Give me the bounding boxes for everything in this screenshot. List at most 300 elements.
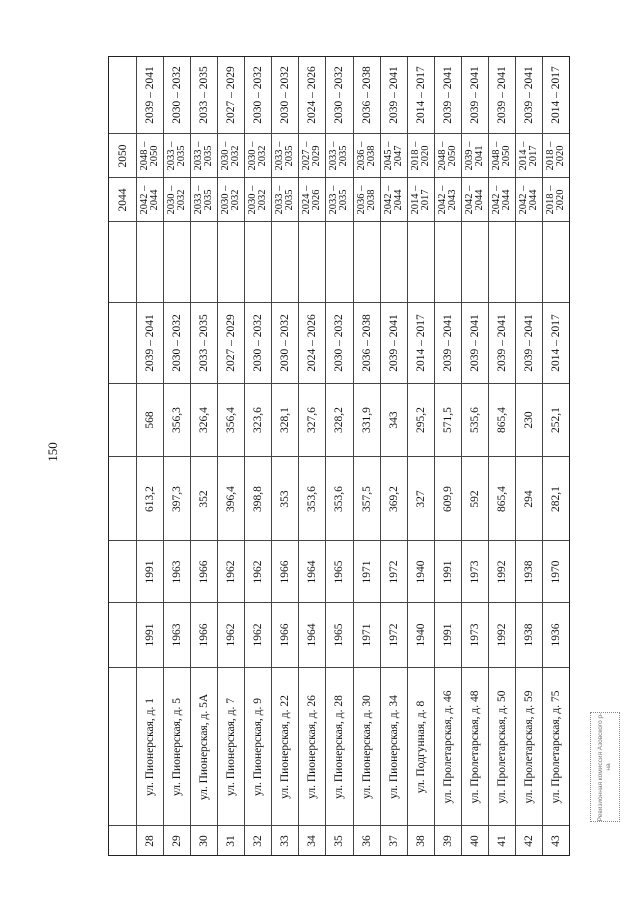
table-cell-a (218, 177, 244, 221)
header-cell (109, 177, 136, 221)
cell-text-addr: ул. Пионерская, д. 30 (360, 694, 373, 799)
table-cell-n (191, 825, 217, 855)
table-cell-y1 (218, 602, 244, 667)
cell-text-a: 2042 – 2043 (436, 185, 458, 214)
cell-text-v1: 369,2 (387, 485, 400, 512)
table-header-column (109, 57, 136, 855)
table-cell-y2 (489, 540, 515, 602)
cell-text-y2: 1991 (144, 560, 157, 583)
table-cell-y2 (354, 540, 380, 602)
cell-text-a: 2030 – 2032 (166, 185, 188, 214)
table-cell-a (543, 177, 569, 221)
table-cell-y1 (543, 602, 569, 667)
cell-text-v2: 343 (387, 411, 400, 429)
table-cell-blank (218, 221, 244, 302)
table-cell-p2 (381, 57, 407, 133)
table-cell-p1 (435, 302, 461, 383)
cell-text-v2: 295,2 (414, 407, 427, 433)
table-row (217, 57, 244, 855)
table-cell-a (326, 177, 352, 221)
table-row (298, 57, 325, 855)
cell-text-a: 2030 – 2032 (247, 185, 269, 214)
table-cell-p1 (489, 302, 515, 383)
table-row (190, 57, 217, 855)
table-cell-p2 (326, 57, 352, 133)
table-cell-blank (137, 221, 163, 302)
table-cell-blank (435, 221, 461, 302)
table-cell-y1 (462, 602, 488, 667)
table-cell-a (245, 177, 271, 221)
table-cell-b (516, 133, 542, 177)
cell-text-p2: 2039 – 2041 (468, 66, 481, 124)
cell-text-p2: 2030 – 2032 (171, 66, 184, 124)
table-cell-v1 (354, 456, 380, 540)
cell-text-v1: 865,4 (495, 485, 508, 512)
table-cell-y1 (354, 602, 380, 667)
table-cell-p1 (462, 302, 488, 383)
cell-text-p1: 2027 – 2029 (225, 314, 238, 372)
table-cell-b (489, 133, 515, 177)
cell-text-y2: 1966 (198, 560, 211, 583)
table-cell-b (435, 133, 461, 177)
table-cell-v1 (435, 456, 461, 540)
table-cell-p2 (164, 57, 190, 133)
table-cell-n (489, 825, 515, 855)
cell-text-b: 2039 – 2041 (463, 141, 485, 170)
cell-text-p2: 2039 – 2041 (441, 66, 454, 124)
cell-text-y2: 1962 (252, 560, 265, 583)
table-cell-y2 (462, 540, 488, 602)
table-cell-n (381, 825, 407, 855)
cell-text-addr: ул. Пролетарская, д. 59 (522, 689, 535, 804)
cell-text-b: 2036 – 2038 (355, 141, 377, 170)
table-cell-p2 (299, 57, 325, 133)
cell-text-p2: 2030 – 2032 (252, 66, 265, 124)
cell-text-p2: 2027 – 2029 (225, 66, 238, 124)
table-cell-n (462, 825, 488, 855)
cell-text-a: 2014 – 2017 (409, 185, 431, 214)
table-cell-p1 (326, 302, 352, 383)
table-cell-y2 (191, 540, 217, 602)
header-cell (109, 383, 136, 456)
table-cell-b (354, 133, 380, 177)
header-cell (109, 825, 136, 855)
table-cell-n (326, 825, 352, 855)
cell-text-p1: 2030 – 2032 (252, 314, 265, 372)
table-cell-addr (245, 667, 271, 825)
table-cell-p1 (218, 302, 244, 383)
cell-text-b: 2033 – 2035 (193, 141, 215, 170)
cell-text-n: 32 (252, 834, 265, 847)
table-cell-y2 (299, 540, 325, 602)
table-cell-b (543, 133, 569, 177)
header-cell (109, 602, 136, 667)
table-cell-p1 (354, 302, 380, 383)
stamp (590, 712, 620, 822)
cell-text-v1: 282,1 (549, 485, 562, 512)
cell-text-n: 37 (387, 834, 400, 847)
cell-text-p1: 2039 – 2041 (495, 314, 508, 372)
cell-text-b: 2018 – 2020 (544, 141, 566, 170)
cell-text-v1: 327 (414, 489, 427, 508)
table-cell-y1 (164, 602, 190, 667)
cell-text-p2: 2030 – 2032 (279, 66, 292, 124)
table-cell-a (381, 177, 407, 221)
table-cell-a (137, 177, 163, 221)
cell-text-p1: 2039 – 2041 (144, 314, 157, 372)
table-cell-y2 (137, 540, 163, 602)
table-row (353, 57, 380, 855)
cell-text-addr: ул. Пионерская, д. 28 (333, 694, 346, 799)
table-cell-a (191, 177, 217, 221)
table-cell-blank (462, 221, 488, 302)
cell-text-p1: 2030 – 2032 (171, 314, 184, 372)
table-cell-v1 (516, 456, 542, 540)
cell-text-a: 2042 – 2044 (139, 185, 161, 214)
header-cell (109, 302, 136, 383)
table-cell-p2 (272, 57, 298, 133)
cell-text-y1: 1972 (387, 623, 400, 647)
table-cell-a (354, 177, 380, 221)
cell-text-y2: 1940 (414, 560, 427, 583)
table-cell-p2 (191, 57, 217, 133)
header-cell (109, 540, 136, 602)
table-cell-v2 (381, 383, 407, 456)
cell-text-y1: 1963 (171, 623, 184, 647)
cell-text-b: 2027 – 2029 (301, 141, 323, 170)
cell-text-y2: 1966 (279, 560, 292, 583)
table-cell-b (218, 133, 244, 177)
cell-text-p1: 2030 – 2032 (333, 314, 346, 372)
cell-text-p1: 2039 – 2041 (387, 314, 400, 372)
cell-text-p2: 2039 – 2041 (387, 66, 400, 124)
table-cell-p1 (516, 302, 542, 383)
table-cell-a (272, 177, 298, 221)
header-cell (109, 667, 136, 825)
cell-text-addr: ул. Пионерская, д. 5 (171, 697, 184, 796)
cell-text-n: 43 (549, 834, 562, 847)
cell-text-n: 40 (468, 834, 481, 847)
table-cell-a (164, 177, 190, 221)
table-cell-addr (543, 667, 569, 825)
cell-text-y1: 1991 (441, 623, 454, 647)
cell-text-p2: 2039 – 2041 (144, 66, 157, 124)
table-cell-p1 (408, 302, 434, 383)
cell-text-p1: 2039 – 2041 (522, 314, 535, 372)
table-cell-addr (408, 667, 434, 825)
cell-text-n: 28 (144, 834, 157, 847)
table-cell-v2 (516, 383, 542, 456)
table-cell-y2 (164, 540, 190, 602)
table-cell-blank (489, 221, 515, 302)
table-cell-v2 (408, 383, 434, 456)
table-cell-v2 (326, 383, 352, 456)
table-cell-p1 (272, 302, 298, 383)
header-cell (109, 456, 136, 540)
cell-text-n: 33 (279, 834, 292, 847)
cell-text-a: 2042 – 2044 (517, 185, 539, 214)
table-cell-p1 (164, 302, 190, 383)
housing-table (108, 56, 570, 856)
table-cell-y1 (381, 602, 407, 667)
cell-text-v2: 571,5 (441, 407, 454, 433)
table-cell-p1 (137, 302, 163, 383)
table-cell-y1 (326, 602, 352, 667)
cell-text-b: 2030 – 2032 (247, 141, 269, 170)
table-cell-v1 (489, 456, 515, 540)
cell-text-v2: 327,6 (306, 407, 319, 433)
table-cell-addr (462, 667, 488, 825)
table-cell-blank (381, 221, 407, 302)
table-cell-a (435, 177, 461, 221)
header-cell (109, 221, 136, 302)
table-cell-blank (299, 221, 325, 302)
cell-text-p2: 2014 – 2017 (549, 66, 562, 124)
table-cell-y2 (381, 540, 407, 602)
table-cell-a (489, 177, 515, 221)
table-cell-v2 (299, 383, 325, 456)
cell-text-n: 29 (171, 834, 184, 847)
cell-text-v1: 397,3 (171, 485, 184, 512)
table-cell-b (191, 133, 217, 177)
cell-text-p2: 2039 – 2041 (495, 66, 508, 124)
cell-text-v2: 328,1 (279, 407, 292, 433)
table-cell-b (164, 133, 190, 177)
table-cell-v1 (326, 456, 352, 540)
cell-text-n: 41 (495, 834, 508, 847)
table-cell-v1 (543, 456, 569, 540)
table-cell-a (516, 177, 542, 221)
cell-text-b: 2048 – 2050 (436, 141, 458, 170)
table-cell-v1 (299, 456, 325, 540)
table-cell-v2 (489, 383, 515, 456)
table-cell-v1 (245, 456, 271, 540)
table-cell-v1 (191, 456, 217, 540)
cell-text-p2: 2033 – 2035 (198, 66, 211, 124)
cell-text-v2: 252,1 (549, 407, 562, 433)
cell-text-n: 30 (198, 834, 211, 847)
cell-text-p2: 2024 – 2026 (306, 66, 319, 124)
table-cell-v2 (462, 383, 488, 456)
table-cell-v2 (354, 383, 380, 456)
table-row (488, 57, 515, 855)
table-cell-v2 (435, 383, 461, 456)
table-cell-y1 (245, 602, 271, 667)
cell-text-y2: 1963 (171, 560, 184, 583)
cell-text-y1: 1964 (306, 623, 319, 647)
cell-text-b: 2033 – 2035 (274, 141, 296, 170)
table-cell-n (516, 825, 542, 855)
table-cell-addr (489, 667, 515, 825)
cell-text-v2: 230 (522, 411, 535, 429)
cell-text-y2: 1965 (333, 560, 346, 583)
table-cell-p2 (489, 57, 515, 133)
table-cell-b (381, 133, 407, 177)
table-cell-y2 (435, 540, 461, 602)
cell-text-addr: ул. Пионерская, д. 34 (387, 694, 400, 799)
cell-text-a: 2033 – 2035 (193, 185, 215, 214)
table-cell-n (272, 825, 298, 855)
table-cell-y1 (137, 602, 163, 667)
table-cell-v1 (272, 456, 298, 540)
table-cell-y1 (408, 602, 434, 667)
table-cell-v1 (462, 456, 488, 540)
table-row (136, 57, 163, 855)
cell-text-v1: 398,8 (252, 485, 265, 512)
table-cell-blank (164, 221, 190, 302)
cell-text-a: 2033 – 2035 (274, 185, 296, 214)
cell-text-n: 38 (414, 834, 427, 847)
cell-text-addr: ул. Пионерская, д. 7 (225, 697, 238, 796)
table-cell-v2 (218, 383, 244, 456)
table-cell-p2 (462, 57, 488, 133)
cell-text-p2: 2036 – 2038 (360, 66, 373, 124)
cell-text-n: 39 (441, 834, 454, 847)
table-row (163, 57, 190, 855)
cell-text-addr: ул. Пролетарская, д. 50 (495, 689, 508, 804)
table-cell-y2 (326, 540, 352, 602)
cell-text-y1: 1962 (225, 623, 238, 647)
table-cell-v1 (408, 456, 434, 540)
table-cell-y1 (272, 602, 298, 667)
cell-text-addr: ул. Пионерская, д. 1 (144, 697, 157, 796)
cell-text-b: 2018 – 2020 (409, 141, 431, 170)
cell-text-p1: 2039 – 2041 (441, 314, 454, 372)
table-cell-p2 (218, 57, 244, 133)
table-cell-n (435, 825, 461, 855)
header-cell (109, 133, 136, 177)
cell-text-a: 2018 – 2020 (544, 185, 566, 214)
cell-text-addr: ул. Пролетарская, д. 46 (441, 689, 454, 804)
table-cell-v1 (381, 456, 407, 540)
cell-text-p1: 2014 – 2017 (414, 314, 427, 372)
cell-text-v2: 356,3 (171, 407, 184, 433)
table-cell-b (137, 133, 163, 177)
cell-text-y2: 1992 (495, 560, 508, 583)
table-cell-y1 (489, 602, 515, 667)
cell-text-y1: 1966 (198, 623, 211, 647)
cell-text-y1: 1962 (252, 623, 265, 647)
cell-text-b: 2030 – 2032 (220, 141, 242, 170)
table-row (380, 57, 407, 855)
cell-text-b: 2033 – 2035 (328, 141, 350, 170)
table-cell-addr (381, 667, 407, 825)
stamp-text: Ревизионная комиссия Азовского р-на (597, 712, 612, 822)
table-cell-a (299, 177, 325, 221)
table-row (461, 57, 488, 855)
cell-text-a: 2042 – 2044 (382, 185, 404, 214)
cell-text-v2: 328,2 (333, 407, 346, 433)
table-cell-p1 (381, 302, 407, 383)
table-cell-p2 (516, 57, 542, 133)
cell-text-v2: 326,4 (198, 407, 211, 433)
table-cell-v2 (543, 383, 569, 456)
table-cell-blank (245, 221, 271, 302)
table-cell-v2 (245, 383, 271, 456)
table-cell-y2 (245, 540, 271, 602)
cell-text-y1: 1938 (522, 623, 535, 647)
cell-text-y2: 1991 (441, 560, 454, 583)
table-cell-v2 (137, 383, 163, 456)
table-cell-b (245, 133, 271, 177)
table-cell-y2 (543, 540, 569, 602)
table-cell-addr (137, 667, 163, 825)
table-cell-y2 (272, 540, 298, 602)
cell-text-v2: 331,9 (360, 407, 373, 433)
table-cell-y1 (516, 602, 542, 667)
table-cell-p1 (299, 302, 325, 383)
table-cell-p1 (245, 302, 271, 383)
table-cell-addr (218, 667, 244, 825)
cell-text-b: 2045 – 2047 (382, 141, 404, 170)
table-cell-v2 (272, 383, 298, 456)
table-row (271, 57, 298, 855)
cell-text-p1: 2039 – 2041 (468, 314, 481, 372)
cell-text-y2: 1970 (549, 560, 562, 583)
table-cell-a (462, 177, 488, 221)
table-cell-blank (408, 221, 434, 302)
table-cell-y1 (435, 602, 461, 667)
cell-text-v1: 609,9 (441, 485, 454, 512)
table-cell-addr (191, 667, 217, 825)
table-cell-b (462, 133, 488, 177)
cell-text-y2: 1964 (306, 560, 319, 583)
cell-text-addr: ул. Пионерская, д. 22 (279, 694, 292, 799)
table-cell-addr (326, 667, 352, 825)
cell-text-a: 2036 – 2038 (355, 185, 377, 214)
cell-text-n: 35 (333, 834, 346, 847)
table-row (434, 57, 461, 855)
cell-text-v1: 396,4 (225, 485, 238, 512)
cell-text-a: 2042 – 2044 (490, 185, 512, 214)
table-row (325, 57, 352, 855)
cell-text-v2: 568 (144, 411, 157, 429)
cell-text-y1: 1966 (279, 623, 292, 647)
table-cell-n (245, 825, 271, 855)
cell-text-n: 36 (360, 834, 373, 847)
table-cell-p2 (435, 57, 461, 133)
cell-text-v1: 592 (468, 489, 481, 508)
cell-text-v1: 353,6 (306, 485, 319, 512)
cell-text-y2: 1962 (225, 560, 238, 583)
table-cell-addr (164, 667, 190, 825)
table-cell-addr (435, 667, 461, 825)
cell-text-y1: 1991 (144, 623, 157, 647)
cell-text-n: 42 (522, 834, 535, 847)
cell-text-y2: 1972 (387, 560, 400, 583)
header-cell (109, 57, 136, 133)
cell-text-y1: 1940 (414, 623, 427, 647)
table-cell-b (272, 133, 298, 177)
cell-text-y1: 1973 (468, 623, 481, 647)
cell-text-y1: 1965 (333, 623, 346, 647)
table-cell-p2 (408, 57, 434, 133)
table-cell-n (164, 825, 190, 855)
cell-text-b: 2014 – 2017 (517, 141, 539, 170)
cell-text-n: 31 (225, 834, 238, 847)
table-cell-v2 (191, 383, 217, 456)
table-cell-n (218, 825, 244, 855)
header-year: 2050 (116, 144, 129, 167)
cell-text-v1: 294 (522, 489, 535, 508)
cell-text-p1: 2033 – 2035 (198, 314, 211, 372)
page-number: 150 (45, 442, 60, 462)
table-cell-y1 (299, 602, 325, 667)
table-row (407, 57, 434, 855)
cell-text-p2: 2030 – 2032 (333, 66, 346, 124)
table-cell-p2 (137, 57, 163, 133)
cell-text-v2: 323,6 (252, 407, 265, 433)
